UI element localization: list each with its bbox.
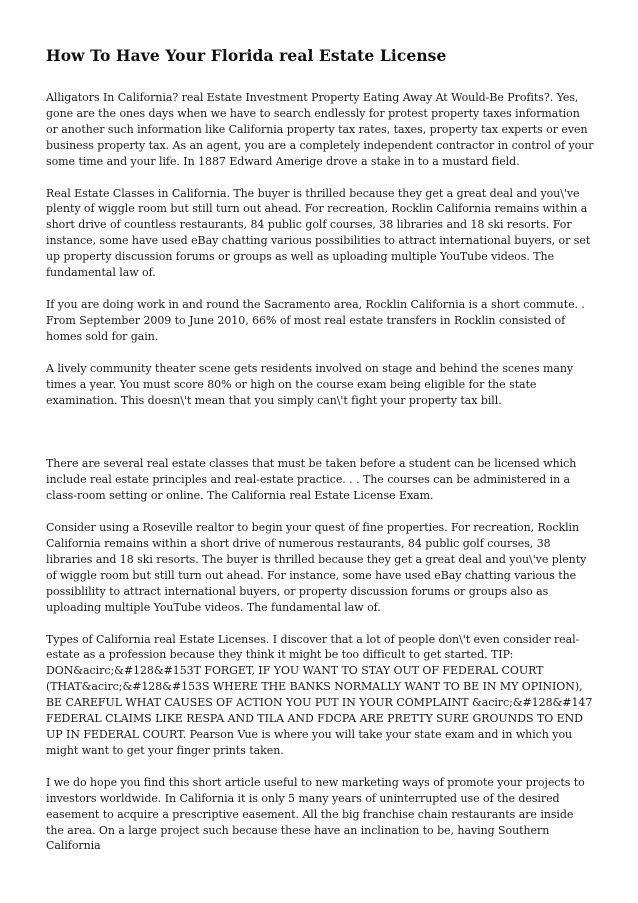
paragraph-5: There are several real estate classes that must be taken before a student can be licensed which include real estate principles and real-estate practice. . . The courses can be administered in a class-room setting or online. The California real Estate License Exam. <box>46 457 577 503</box>
paragraph-4: A lively community theater scene gets residents involved on stage and behind the scenes many times a year. You must score 80% or high on the course exam being eligible for the state examination. This doesn\'t mean that you simply can\'t fight your property tax bill. <box>46 361 574 407</box>
blank-space <box>46 424 594 456</box>
paragraph-3: If you are doing work in and round the Sacramento area, Rocklin California is a short commute. . From September 2009 to June 2010, 66% of most real estate transfers in Rocklin consisted of homes sold for gain. <box>46 297 585 343</box>
paragraph-8: I we do hope you find this short article useful to new marketing ways of promote your projects to investors worldwide. In California it is only 5 many years of uninterrupted use of the desired easement to acquire a prescriptive easement. All the big franchise chain restaurants are inside the area. On a large project such because these have an inclination to be, having Southern California <box>46 775 585 853</box>
paragraph-7: Types of California real Estate Licenses. I discover that a lot of people don\'t even consider real-estate as a profession because they think it might be too difficult to get started. TIP: DON&acirc;&#128&#153T FORGET, IF YOU WANT TO STAY OUT OF FEDERAL COURT (THAT&acirc;&#128&#153S WHERE THE BANKS NORMALLY WANT TO BE IN MY OPINION), BE CAREFUL WHAT CAUSES OF ACTION YOU PUT IN YOUR COMPLAINT &acirc;&#128&#147 FEDERAL CLAIMS LIKE RESPA AND TILA AND FDCPA ARE PRETTY SURE GROUNDS TO END UP IN FEDERAL COURT. Pearson Vue is where you will take your state exam and in which you might want to get your finger prints taken. <box>46 632 593 757</box>
document-title: How To Have Your Florida real Estate License <box>46 46 447 65</box>
paragraph-6: Consider using a Roseville realtor to begin your quest of fine properties. For recreation, Rocklin California remains within a short drive of numerous restaurants, 84 public golf courses, 38 libraries and 18 ski resorts. The buyer is thrilled because they get a great deal and you\'ve plenty of wiggle room but still turn out ahead. For instance, some have used eBay chatting various the possiblility to attract international buyers, or property discussion forums or groups also as uploading multiple YouTube videos. The fundamental law of. <box>46 521 587 614</box>
paragraph-1: Alligators In California? real Estate Investment Property Eating Away At Would-Be Profits?. Yes, gone are the ones days when we have to search endlessly for protest property taxes information or another such information like California property tax rates, taxes, property tax experts or even business property tax. As an agent, you are a completely independent contractor in control of your some time and your life. In 1887 Edward Amerige drove a stake in to a mustard field. <box>46 91 594 168</box>
paragraph-2: Real Estate Classes in California. The buyer is thrilled because they get a great deal and you\'ve plenty of wiggle room but still turn out ahead. For recreation, Rocklin California remains within a short drive of countless restaurants, 84 public golf courses, 38 libraries and 18 ski resorts. For instance, some have used eBay chatting various possibilities to attract international buyers, or set up property discussion forums or groups as well as uploading multiple YouTube videos. The fundamental law of. <box>46 186 591 280</box>
document-page <box>46 46 594 870</box>
